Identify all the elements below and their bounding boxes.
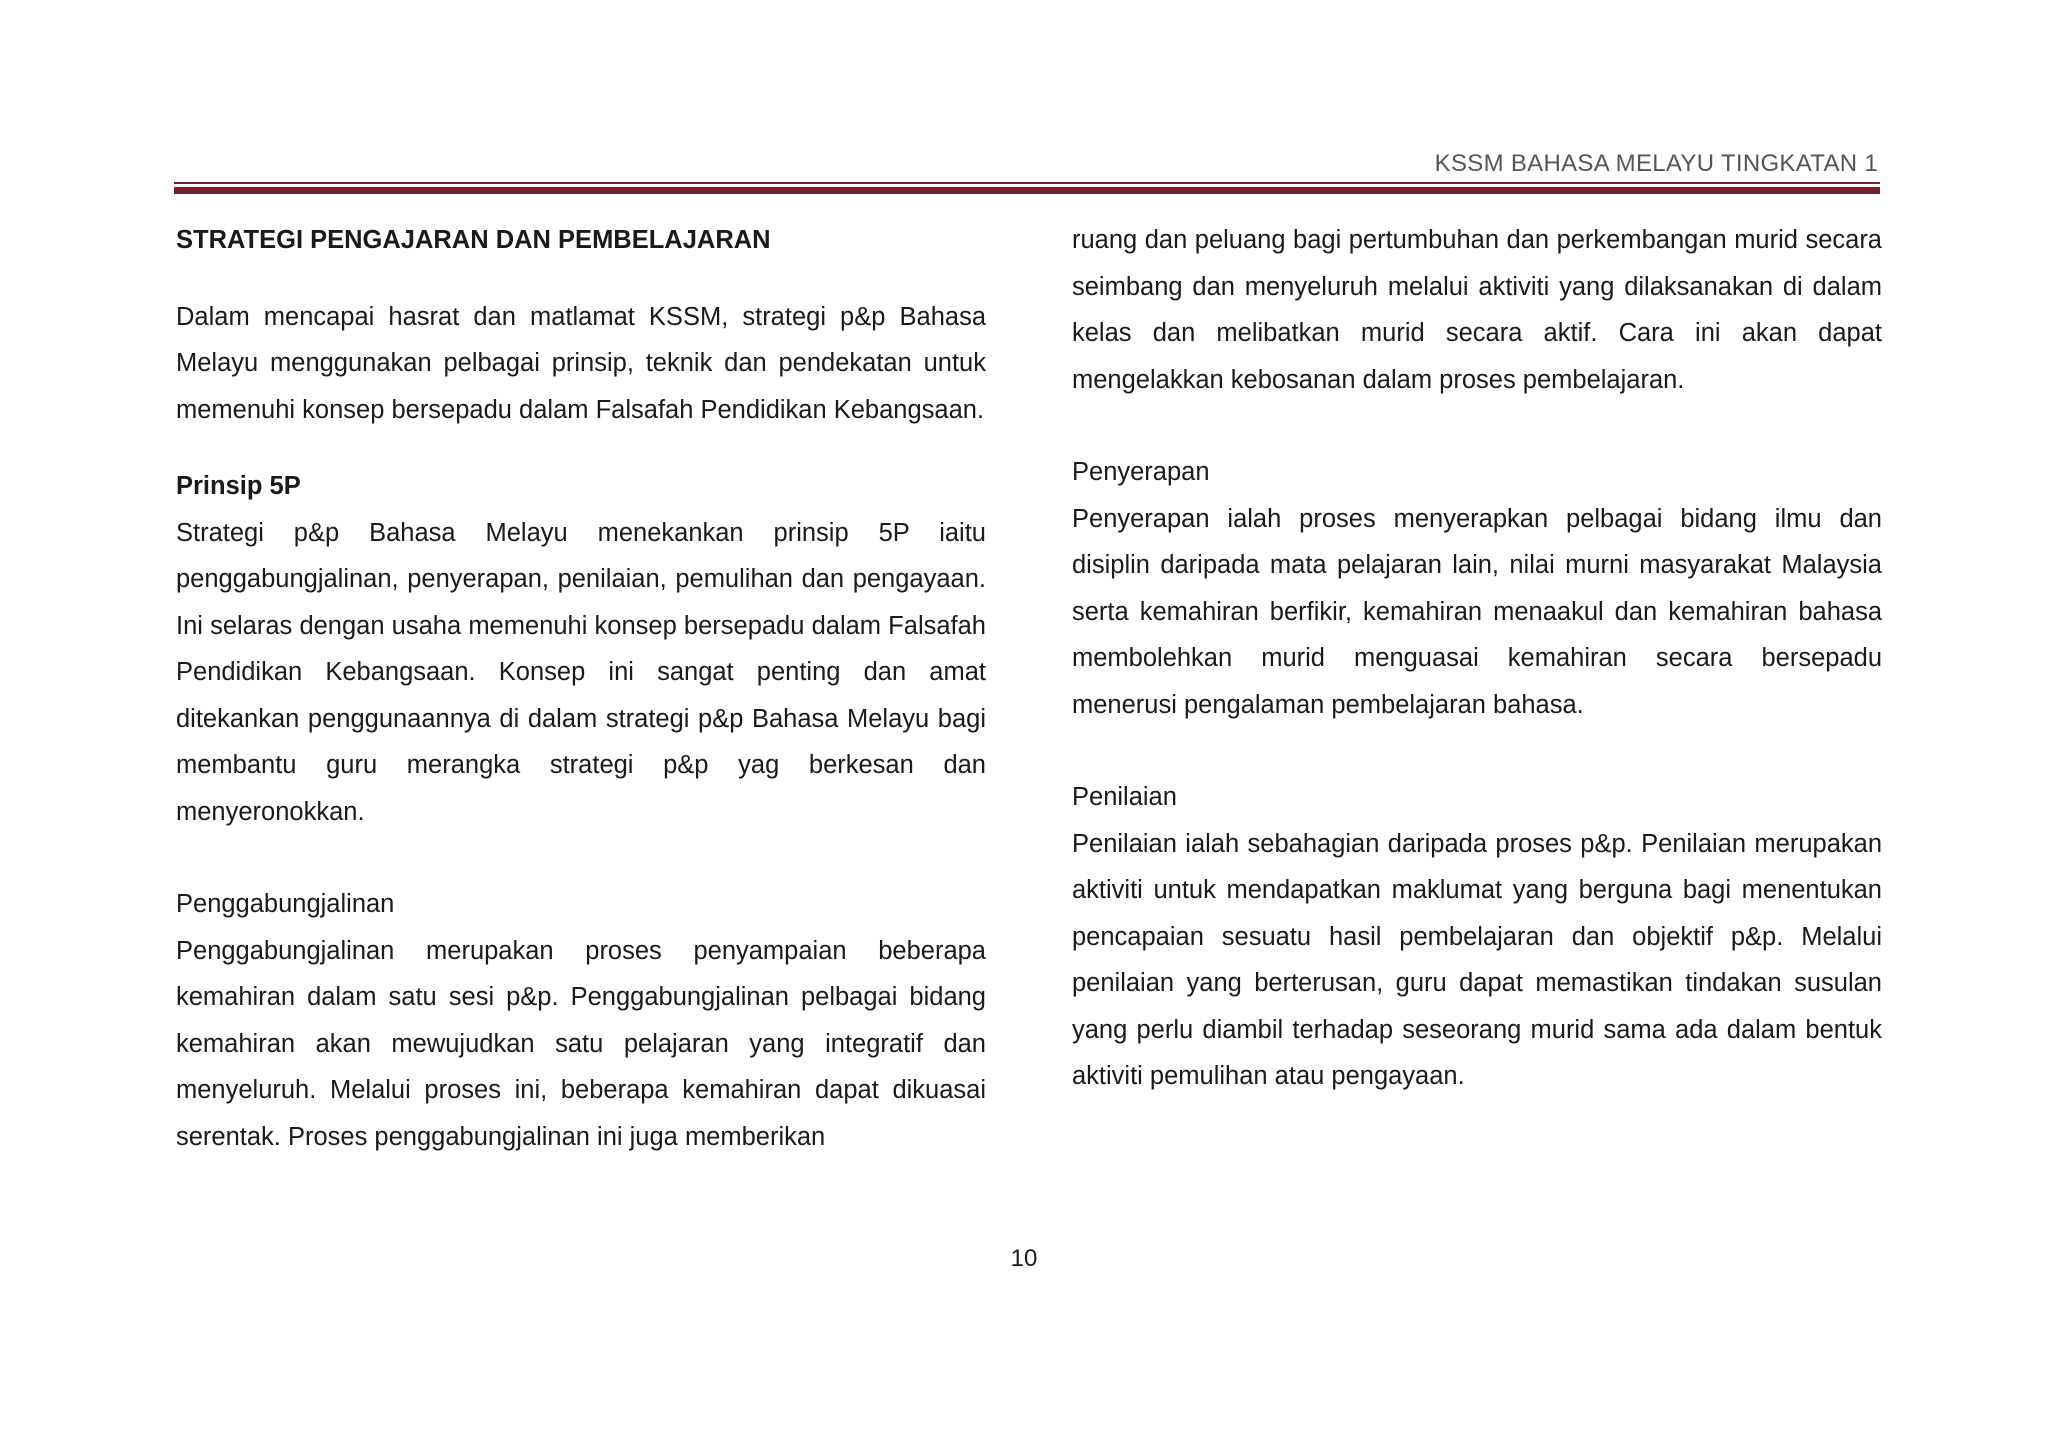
prinsip-paragraph: Strategi p&p Bahasa Melayu menekankan prinsip 5P iaitu penggabungjalinan, penyerapan, penilaian, pemulihan dan pengayaan. Ini selaras dengan usaha memenuhi konsep bersepadu dalam Falsafah Pendidikan Kebangsaan. Konsep ini sangat penting dan amat ditekankan penggunaannya di dalam strategi p&p Bahasa Melayu bagi membantu guru merangka strategi p&p yag berkesan dan menyeronokkan.	[176, 518, 986, 826]
penggabungjalinan-paragraph: Penggabungjalinan merupakan proses penyampaian beberapa kemahiran dalam satu sesi p&p. Penggabungjalinan pelbagai bidang kemahiran akan mewujudkan satu pelajaran yang integratif dan menyeluruh. Melalui proses ini, beberapa kemahiran dapat dikuasai serentak. Proses penggabungjalinan ini juga memberikan	[176, 936, 986, 1151]
right-column	[1072, 217, 1882, 1100]
continuation-paragraph: ruang dan peluang bagi pertumbuhan dan perkembangan murid secara seimbang dan menyeluruh melalui aktiviti yang dilaksanakan di dalam kelas dan melibatkan murid secara aktif. Cara ini akan dapat mengelakkan kebosanan dalam proses pembelajaran.	[1072, 226, 1882, 394]
page-number: 10	[1010, 1245, 1038, 1272]
section-title: STRATEGI PENGAJARAN DAN PEMBELAJARAN	[176, 226, 771, 254]
left-column	[176, 217, 986, 1160]
penilaian-heading: Penilaian	[1072, 783, 1177, 811]
header-rule-thick	[174, 187, 1880, 194]
running-header: KSSM BAHASA MELAYU TINGKATAN 1	[1434, 150, 1878, 177]
intro-paragraph: Dalam mencapai hasrat dan matlamat KSSM, strategi p&p Bahasa Melayu menggunakan pelbagai prinsip, teknik dan pendekatan untuk memenuhi konsep bersepadu dalam Falsafah Pendidikan Kebangsaan.	[176, 302, 986, 424]
penggabungjalinan-heading: Penggabungjalinan	[176, 890, 395, 918]
penilaian-paragraph: Penilaian ialah sebahagian daripada proses p&p. Penilaian merupakan aktiviti untuk mendapatkan maklumat yang berguna bagi menentukan pencapaian sesuatu hasil pembelajaran dan objektif p&p. Melalui penilaian yang berterusan, guru dapat memastikan tindakan susulan yang perlu diambil terhadap seseorang murid sama ada dalam bentuk aktiviti pemulihan atau pengayaan.	[1072, 829, 1882, 1090]
header-rule-thin	[174, 182, 1880, 184]
penyerapan-paragraph: Penyerapan ialah proses menyerapkan pelbagai bidang ilmu dan disiplin daripada mata pelajaran lain, nilai murni masyarakat Malaysia serta kemahiran berfikir, kemahiran menaakul dan kemahiran bahasa membolehkan murid menguasai kemahiran secara bersepadu menerusi pengalaman pembelajaran bahasa.	[1072, 504, 1882, 719]
penyerapan-heading: Penyerapan	[1072, 458, 1210, 486]
prinsip-heading: Prinsip 5P	[176, 472, 301, 500]
